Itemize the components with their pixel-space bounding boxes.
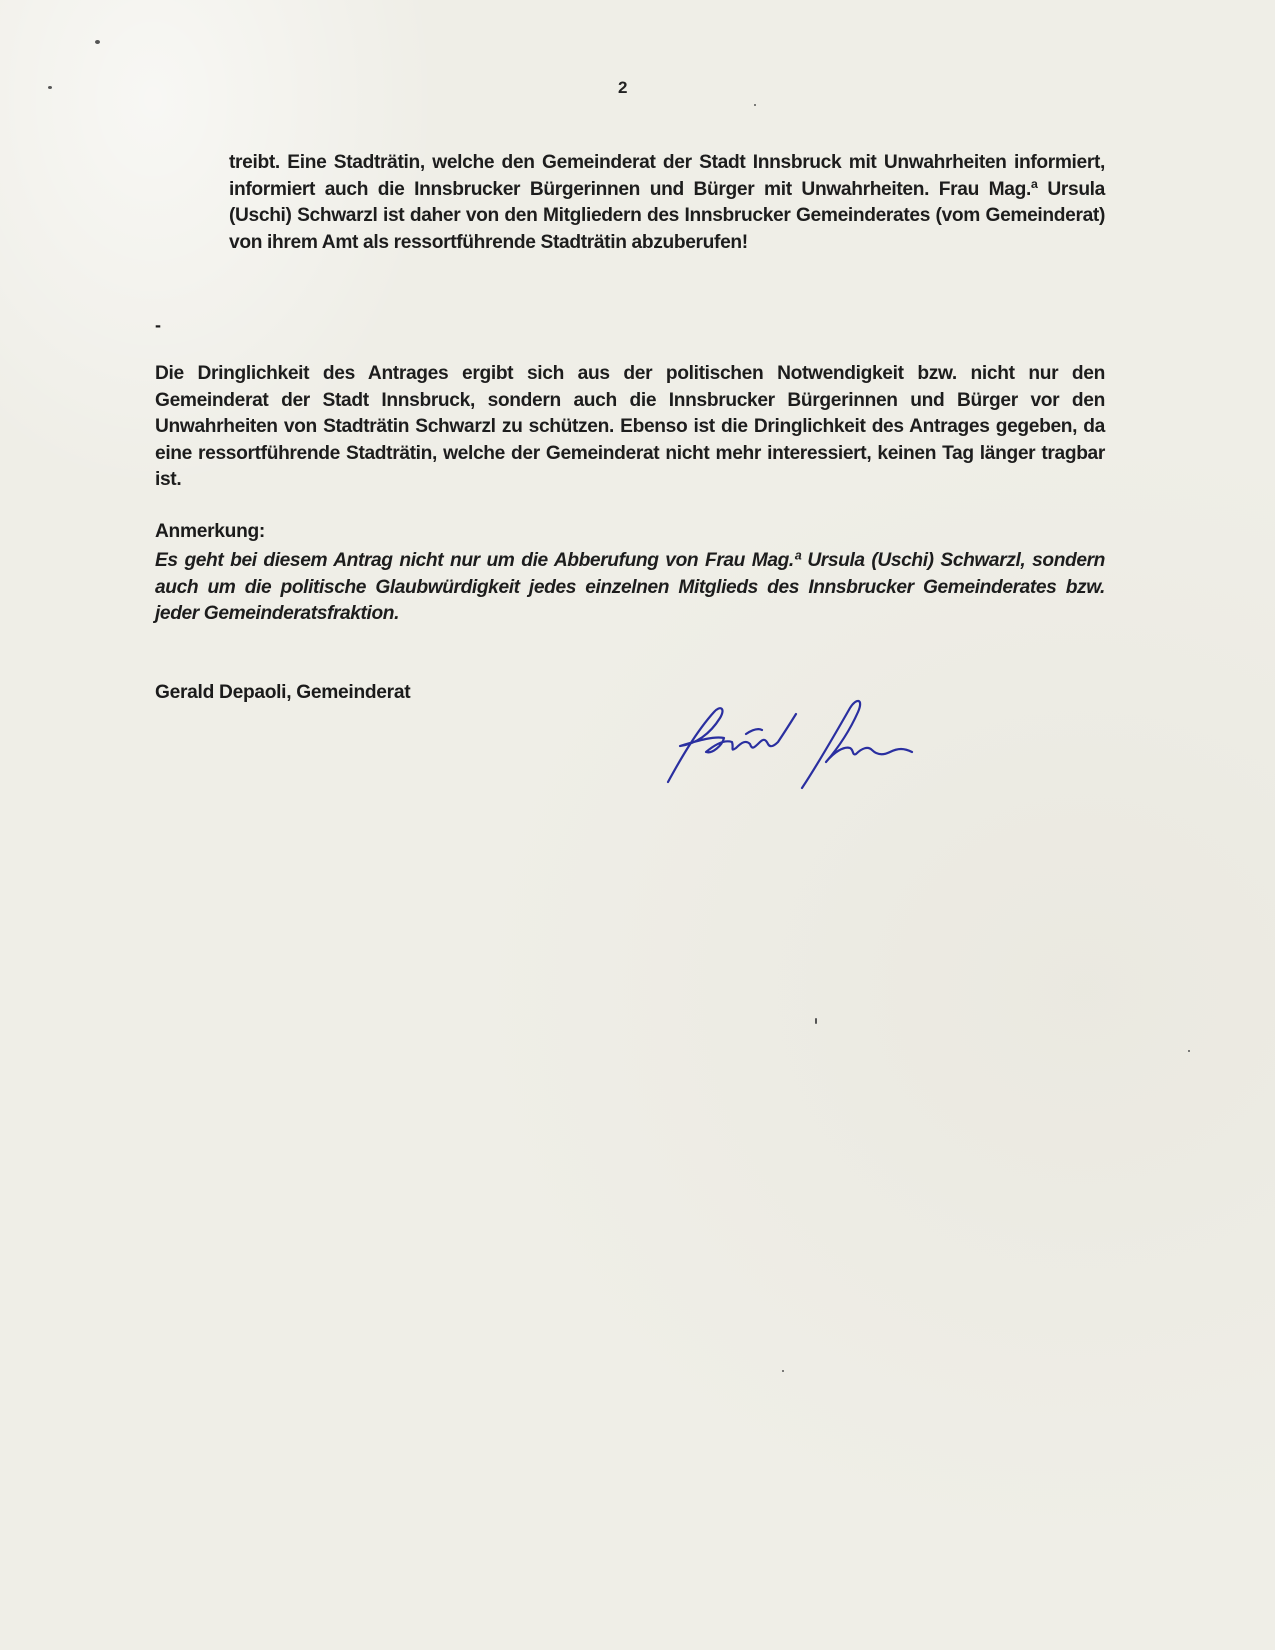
scan-speck	[48, 86, 52, 89]
signature-stroke	[802, 701, 912, 788]
separator-dash: -	[155, 315, 161, 335]
scan-speck	[754, 104, 756, 106]
author-signature-line: Gerald Depaoli, Gemeinderat	[155, 682, 411, 703]
scan-speck	[815, 1018, 817, 1024]
scan-speck	[95, 40, 100, 44]
handwritten-signature	[650, 690, 970, 810]
paragraph-urgency: Die Dringlichkeit des Antrages ergibt sich aus der politischen Notwendigkeit bzw. nicht nur den Gemeinderat der Stadt Innsbruck, sondern auch die Innsbrucker Bürgerinnen und Bürger vor den Unwahrheiten von Stadträtin Schwarzl zu schützen. Ebenso ist die Dringlichkeit des Antrages gegeben, da eine ressortführende Stadträtin, welche der Gemeinderat nicht mehr interessiert, keinen Tag länger tragbar ist.	[155, 363, 1105, 490]
paragraph-continuation: treibt. Eine Stadträtin, welche den Gemeinderat der Stadt Innsbruck mit Unwahrheiten informiert, informiert auch die Innsbrucker Bürgerinnen und Bürger mit Unwahrheiten. Frau Mag.ª Ursula (Uschi) Schwarzl ist daher von den Mitgliedern des Innsbrucker Gemeinderates (vom Gemeinderat) von ihrem Amt als ressortführende Stadträtin abzuberufen!	[229, 152, 1105, 253]
scan-speck	[782, 1370, 784, 1372]
note-text: Es geht bei diesem Antrag nicht nur um die Abberufung von Frau Mag.ª Ursula (Uschi) Schwarzl, sondern auch um die politische Glaubwürdigkeit jedes einzelnen Mitglieds des Innsbrucker Gemeinderates bzw. jeder Gemeinderatsfraktion.	[155, 550, 1105, 624]
page-number: 2	[618, 78, 628, 97]
signature-stroke	[668, 708, 796, 782]
scan-speck	[1188, 1050, 1190, 1052]
signature-stroke	[746, 729, 762, 734]
note-heading: Anmerkung:	[155, 521, 265, 542]
